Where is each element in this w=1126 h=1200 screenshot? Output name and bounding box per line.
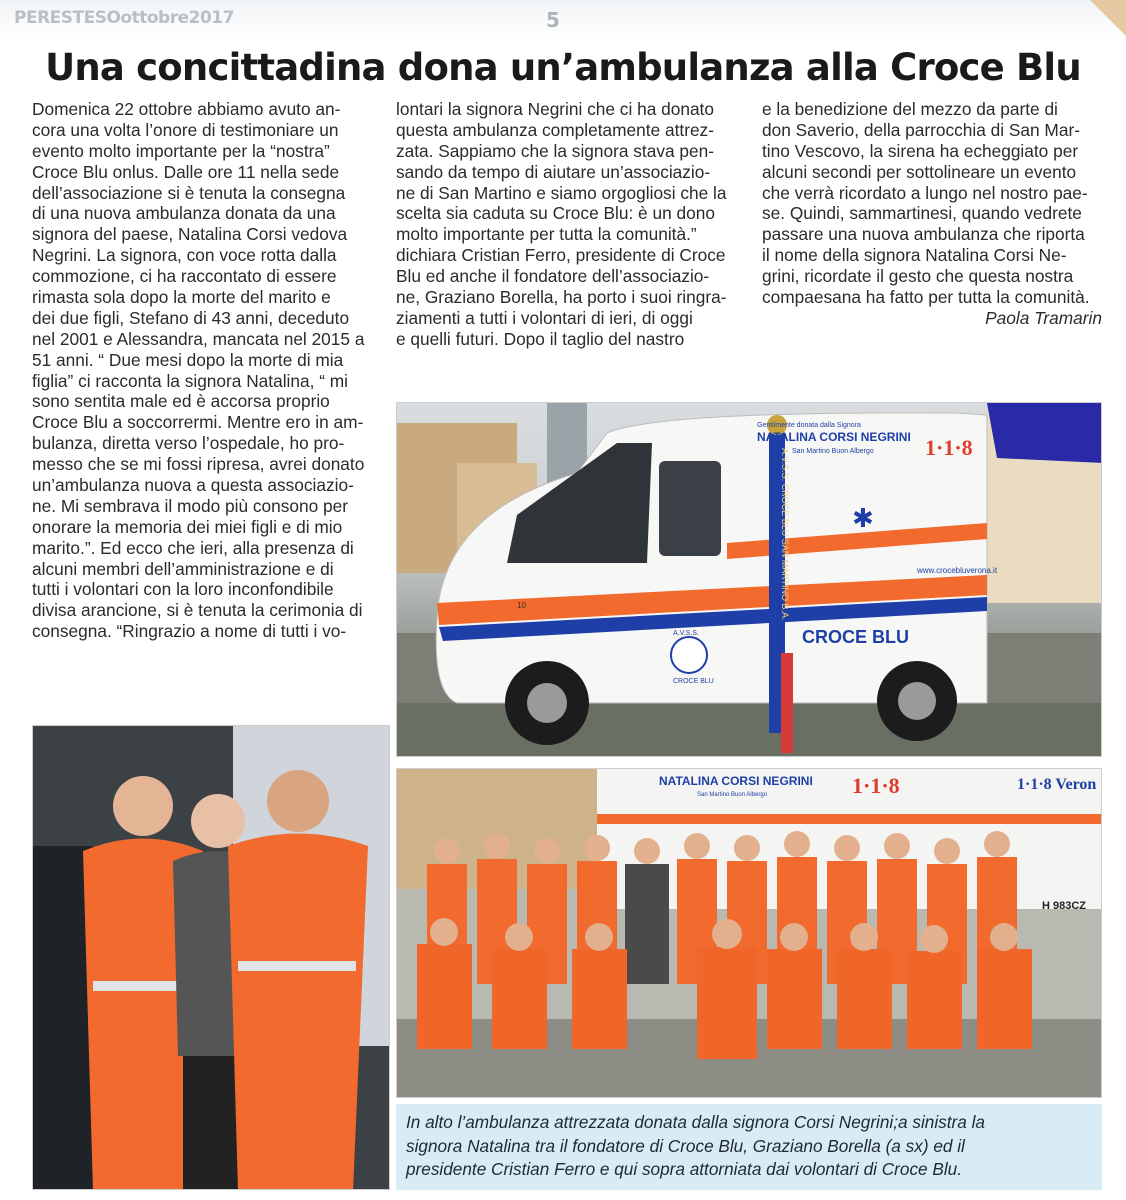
text-line: di una nuova ambulanza donata da una bbox=[32, 203, 336, 224]
article-column-2 bbox=[396, 99, 736, 350]
person-head bbox=[784, 831, 810, 857]
article-author: Paola Tramarin bbox=[985, 307, 1102, 328]
text-line: ne. Mi sembrava il modo più consono per bbox=[32, 495, 349, 516]
ambulance-logo-text: A.V.S.S. bbox=[673, 630, 699, 637]
trio-illustration bbox=[33, 726, 390, 1190]
hubcap bbox=[527, 683, 567, 723]
text-line: questa ambulanza completamente attrez- bbox=[396, 119, 714, 140]
group-illustration bbox=[397, 769, 1102, 1098]
text-line: dichiara Cristian Ferro, presidente di Croce bbox=[396, 245, 726, 266]
text-line: che verrà ricordato a lungo nel nostro pae- bbox=[762, 182, 1088, 203]
text-line: passare una nuova ambulanza che riporta bbox=[762, 224, 1085, 245]
text-line: cora una volta l’onore di testimoniare un bbox=[32, 119, 339, 140]
person-head bbox=[584, 835, 610, 861]
orange-stripe bbox=[597, 814, 1102, 824]
text-line: alcuni membri dell’amministrazione e di bbox=[32, 558, 334, 579]
text-line: sando da tempo di aiutare un’associazio- bbox=[396, 161, 711, 182]
text-line: Negrini. La signora, con voce rotta dalla bbox=[32, 245, 337, 266]
text-line: marito.”. Ed ecco che ieri, alla presenza di bbox=[32, 537, 354, 558]
door-window bbox=[659, 461, 721, 556]
text-line: Domenica 22 ottobre abbiamo avuto an- bbox=[32, 99, 341, 119]
ambulance-unit-number: 10 bbox=[517, 601, 526, 610]
ambulance-illustration bbox=[397, 403, 1102, 757]
publication-title: PERESTESOottobre2017 bbox=[14, 8, 234, 28]
caption-line: signora Natalina tra il fondatore di Croce Blu, Graziano Borella (a sx) ed il bbox=[406, 1135, 965, 1156]
text-line: evento molto importante per la “nostra” bbox=[32, 140, 330, 161]
person-head bbox=[430, 918, 458, 946]
text-line: zata. Sappiamo che la signora stava pen- bbox=[396, 140, 714, 161]
text-line: dei due figli, Stefano di 43 anni, deceduto bbox=[32, 307, 350, 328]
ribbon-text: A.V.S.S. CROCE BLU SAN MARTINO B.A. bbox=[780, 448, 790, 621]
photo-caption bbox=[396, 1104, 1102, 1190]
ambulance-photo bbox=[396, 402, 1102, 757]
page-corner bbox=[1090, 0, 1126, 36]
page-number: 5 bbox=[546, 8, 560, 32]
croce-blu-logo bbox=[671, 637, 707, 673]
volunteer bbox=[907, 951, 962, 1049]
text-line: Croce Blu onlus. Dalle ore 11 nella sede bbox=[32, 161, 340, 182]
seat bbox=[33, 846, 93, 1190]
text-line: Blu ed anche il fondatore dell’associazio- bbox=[396, 266, 710, 287]
text-line: rimasta sola dopo la morte del marito e bbox=[32, 287, 331, 308]
person-head bbox=[484, 833, 510, 859]
person-head bbox=[684, 833, 710, 859]
text-line: 51 anni. “ Due mesi dopo la morte di mia bbox=[32, 349, 344, 370]
article-column-1 bbox=[32, 99, 382, 642]
text-line: don Saverio, della parrocchia di San Mar- bbox=[762, 119, 1080, 140]
ambulance-118: 1·1·8 bbox=[925, 435, 973, 460]
text-line: nel 2001 e Alessandra, mancata nel 2015 a bbox=[32, 328, 365, 349]
license-plate: H 983CZ bbox=[1042, 900, 1087, 912]
person-head bbox=[884, 833, 910, 859]
person-head bbox=[712, 919, 742, 949]
article-column-3 bbox=[762, 99, 1102, 329]
text-line: e la benedizione del mezzo da parte di bbox=[762, 99, 1058, 119]
person-head bbox=[920, 925, 948, 953]
volunteer bbox=[837, 949, 892, 1049]
person-head bbox=[734, 835, 760, 861]
person-head bbox=[990, 923, 1018, 951]
text-line: grini, ricordate il gesto che questa nostra bbox=[762, 266, 1074, 287]
volunteer bbox=[697, 947, 757, 1059]
ambulance-interior-photo bbox=[32, 725, 390, 1190]
person-head bbox=[505, 923, 533, 951]
text-line: se. Quindi, sammartinesi, quando vedrete bbox=[762, 203, 1082, 224]
volunteer bbox=[572, 949, 627, 1049]
orange-uniform bbox=[228, 834, 368, 1191]
volunteers-front-row bbox=[417, 944, 1032, 1059]
hubcap bbox=[898, 682, 936, 720]
ambulance-plate-top: Gentilmente donata dalla Signora bbox=[757, 422, 861, 429]
text-line: compaesana ha fatto per tutta la comunità. bbox=[762, 287, 1090, 308]
volunteer bbox=[977, 949, 1032, 1049]
person-head bbox=[113, 776, 173, 836]
person-head bbox=[850, 923, 878, 951]
reflective-stripe bbox=[238, 961, 356, 971]
person-head bbox=[585, 923, 613, 951]
text-line: alcuni secondi per sottolineare un evento bbox=[762, 161, 1077, 182]
caption-line: presidente Cristian Ferro e qui sopra attorniata dai volontari di Croce Blu. bbox=[406, 1159, 963, 1179]
text-line: dell’associazione si è tenuta la consegna bbox=[32, 182, 346, 203]
text-line: ziamenti a tutti i volontari di ieri, di oggi bbox=[396, 307, 693, 328]
ambulance-logo-sub: CROCE BLU bbox=[673, 678, 714, 685]
text-line: il nome della signora Natalina Corsi Ne- bbox=[762, 245, 1067, 266]
group-118-verona: 1·1·8 Veron bbox=[1017, 776, 1097, 793]
ambulance-donor-name: NATALINA CORSI NEGRINI bbox=[757, 430, 911, 444]
text-line: ne di San Martino e siamo orgogliosi che la bbox=[396, 182, 727, 203]
text-line: consegna. “Ringrazio a nome di tutti i vo- bbox=[32, 621, 347, 642]
volunteer bbox=[417, 944, 472, 1049]
text-line: molto importante per tutta la comunità.” bbox=[396, 224, 697, 245]
text-line: divisa arancione, si è tenuta la cerimonia di bbox=[32, 600, 363, 621]
text-line: e quelli futuri. Dopo il taglio del nastro bbox=[396, 328, 685, 349]
ground bbox=[397, 703, 1102, 757]
text-line: ne, Graziano Borella, ha porto i suoi ringra- bbox=[396, 287, 727, 308]
article-headline: Una concittadina dona un’ambulanza alla Croce Blu bbox=[45, 46, 1081, 89]
text-line: scelta sia caduta su Croce Blu: è un dono bbox=[396, 203, 715, 224]
text-line: tino Vescovo, la sirena ha echeggiato per bbox=[762, 140, 1079, 161]
group-donor-name: NATALINA CORSI NEGRINI bbox=[659, 774, 813, 788]
person-head bbox=[984, 831, 1010, 857]
person-head bbox=[934, 838, 960, 864]
person-head bbox=[834, 835, 860, 861]
person-head bbox=[634, 838, 660, 864]
text-line: sono sentita male ed è accorsa proprio bbox=[32, 391, 330, 412]
text-line: figlia” ci racconta la signora Natalina, “ mi bbox=[32, 370, 348, 391]
person-head bbox=[191, 794, 245, 848]
group-donor-town: San Martino Buon Albergo bbox=[697, 792, 768, 798]
person-head bbox=[534, 838, 560, 864]
text-line: tutti i volontari con la loro inconfondibile bbox=[32, 579, 334, 600]
text-line: onorare la memoria dei miei figli e di mio bbox=[32, 516, 343, 537]
text-line: lontari la signora Negrini che ci ha donato bbox=[396, 99, 714, 119]
text-line: commozione, ci ha raccontato di essere bbox=[32, 266, 337, 287]
person-head bbox=[267, 770, 329, 832]
ambulance-side-label: CROCE BLU bbox=[802, 627, 909, 647]
text-line: messo che se mi fossi ripresa, avrei donato bbox=[32, 454, 365, 475]
text-line: un’ambulanza nuova a questa associazio- bbox=[32, 475, 354, 496]
person-head bbox=[780, 923, 808, 951]
text-line: bulanza, diretta verso l’ospedale, ho pro- bbox=[32, 433, 345, 454]
group-118: 1·1·8 bbox=[852, 773, 900, 798]
ambulance-donor-town: San Martino Buon Albergo bbox=[792, 448, 874, 455]
volunteer bbox=[767, 949, 822, 1049]
volunteers-group-photo bbox=[396, 768, 1102, 1098]
person-head bbox=[434, 838, 460, 864]
donor-houndstooth bbox=[625, 864, 669, 984]
caption-line: In alto l’ambulanza attrezzata donata dalla signora Corsi Negrini;a sinistra la bbox=[406, 1112, 985, 1132]
volunteer bbox=[492, 949, 547, 1049]
text-line: Croce Blu a soccorrermi. Mentre ero in am- bbox=[32, 412, 364, 433]
text-line: signora del paese, Natalina Corsi vedova bbox=[32, 224, 348, 245]
ambulance-website: www.crocebluverona.it bbox=[917, 566, 998, 575]
star-of-life-icon: ✱ bbox=[852, 504, 874, 534]
flag-stripe bbox=[781, 653, 793, 753]
gazebo-canopy bbox=[987, 403, 1102, 463]
